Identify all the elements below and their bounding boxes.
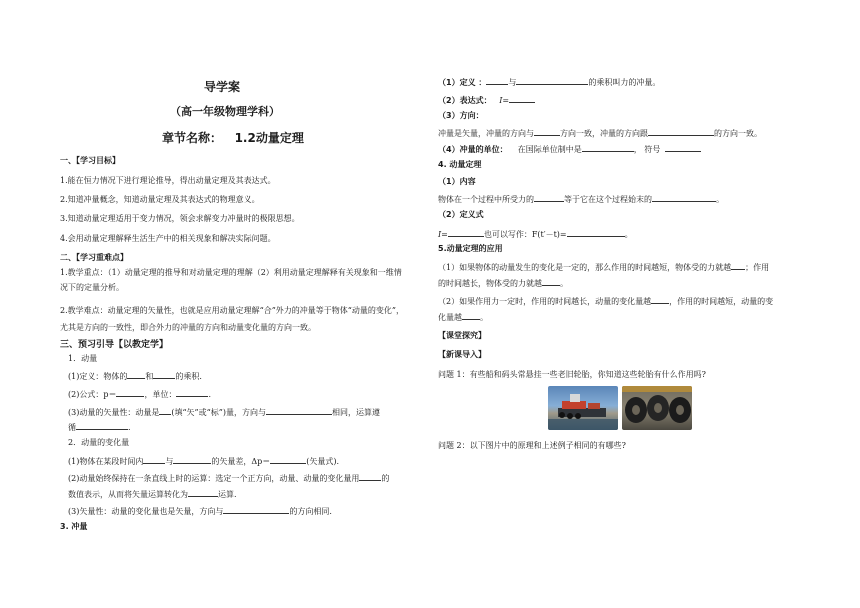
section-objectives: 一、【学习目标】 xyxy=(60,156,120,165)
key-point-1b: 况下的定量分析。 xyxy=(60,283,124,292)
lesson-intro: 【新课导入】 xyxy=(438,350,486,359)
blank[interactable] xyxy=(223,505,289,514)
theorem-formula-heading: （2）定义式 xyxy=(438,210,484,219)
blank[interactable] xyxy=(127,370,145,379)
application-1b: 的时间越长，物体受的力就越 。 xyxy=(438,279,568,288)
blank[interactable] xyxy=(534,127,560,136)
blank[interactable] xyxy=(462,311,480,320)
blank[interactable] xyxy=(266,406,332,415)
blank[interactable] xyxy=(159,406,171,415)
blank[interactable] xyxy=(153,370,175,379)
impulse-definition: （1）定义 ： 与 的乘积叫力的冲量。 xyxy=(438,78,661,87)
chapter-label: 章节名称： xyxy=(162,131,223,145)
momentum-definition: (1)定义：物体的 和 的乘积. xyxy=(68,372,202,381)
question-1: 问题 1：有些船和码头常悬挂一些老旧轮胎，你知道这些轮胎有什么作用吗? xyxy=(438,370,706,379)
momentum-formula: (2)公式：p＝ ，单位： . xyxy=(68,390,211,399)
impulse-expression: （2）表达式： I= xyxy=(438,94,535,106)
application-1a: （1）如果物体的动量发生的变化是一定的，那么作用的时间越短，物体受的力就越 ；作用 xyxy=(438,263,770,272)
blank[interactable] xyxy=(534,193,564,202)
momentum-heading: 1．动量 xyxy=(68,354,98,363)
key-point-2a: 2.教学难点：动量定理的矢量性，也就是应用动量定理解“合”外力的冲量等于物体“动量的变化”， xyxy=(60,306,404,315)
section-preview: 三、预习引导【以教定学】 xyxy=(60,340,169,350)
blank[interactable] xyxy=(176,388,208,397)
blank[interactable] xyxy=(665,143,701,152)
tires-photo xyxy=(622,386,692,430)
blank[interactable] xyxy=(651,295,669,304)
impulse-direction-text: 冲量是矢量，冲量的方向与 方向一致，冲量的方向跟 的方向一致。 xyxy=(438,129,762,138)
key-point-2b: 尤其是方向的一致性，即合外力的冲量的方向和动量变化量的方向一致。 xyxy=(60,323,316,332)
momentum-vector-cont: 循 . xyxy=(68,423,131,432)
blank[interactable] xyxy=(76,421,128,430)
blank[interactable] xyxy=(486,76,508,85)
key-point-1a: 1.教学重点：（1）动量定理的推导和对动量定理的理解（2）利用动量定理解释有关现象和一维情 xyxy=(60,268,402,277)
theorem-content: 物体在一个过程中所受力的 等于它在这个过程始末的 。 xyxy=(438,195,724,204)
impulse-heading: 3. 冲量 xyxy=(60,522,88,531)
momentum-change-3: (3)矢量性：动量的变化量也是矢量，方向与 的方向相同. xyxy=(68,507,332,516)
blank[interactable] xyxy=(652,193,716,202)
objective-1: 1.能在恒力情况下进行理论推导，得出动量定理及其表达式。 xyxy=(60,176,276,185)
blank[interactable] xyxy=(448,228,484,237)
application-2a: （2）如果作用力一定时，作用的时间越长，动量的变化量越 ，作用的时间越短，动量的变 xyxy=(438,297,774,306)
application-2b: 化量越 。 xyxy=(438,313,488,322)
theorem-formula: I= 也可以写作：F(t′－t)= 。 xyxy=(438,230,633,239)
momentum-change-2a: (2)动量始终保持在一条直线上时的运算：选定一个正方向，动量、动量的变化量用 的 xyxy=(68,474,390,483)
theorem-heading: 4. 动量定理 xyxy=(438,160,482,169)
blank[interactable] xyxy=(188,488,218,497)
blank[interactable] xyxy=(143,455,165,464)
tire-icon xyxy=(622,386,692,430)
blank[interactable] xyxy=(542,277,560,286)
objective-2: 2.知道冲量概念，知道动量定理及其表达式的物理意义。 xyxy=(60,195,260,204)
blank[interactable] xyxy=(567,228,625,237)
tugboat-icon xyxy=(548,386,618,430)
blank[interactable] xyxy=(516,76,588,85)
impulse-unit: （4）冲量的单位： 在国际单位制中是 ， 符号 xyxy=(438,143,701,155)
blank[interactable] xyxy=(582,143,634,152)
chapter-name: 1.2动量定理 xyxy=(234,131,304,145)
objective-4: 4.会用动量定理解释生活生产中的相关现象和解决实际问题。 xyxy=(60,234,276,243)
objective-3: 3.知道动量定理适用于变力情况，领会求解变力冲量时的极限思想。 xyxy=(60,214,300,223)
momentum-vector: (3)动量的矢量性：动量是 (填“矢”或“标”)量，方向与 相同，运算遵 xyxy=(68,408,380,417)
page-subtitle: （高一年级物理学科） xyxy=(170,105,280,118)
momentum-change-1: (1)物体在某段时间内 与 的矢量差，Δp＝ (矢量式). xyxy=(68,457,340,466)
momentum-change-2b: 数值表示，从而将矢量运算转化为 运算. xyxy=(68,490,237,499)
blank[interactable] xyxy=(731,261,745,270)
chapter-title xyxy=(162,133,304,143)
impulse-direction: （3）方向： xyxy=(438,111,484,120)
tugboat-photo xyxy=(548,386,618,430)
class-inquiry: 【课堂探究】 xyxy=(438,331,486,340)
theorem-content-heading: （1）内容 xyxy=(438,177,476,186)
page-title: 导学案 xyxy=(204,80,241,94)
blank[interactable] xyxy=(648,127,714,136)
blank[interactable] xyxy=(359,472,381,481)
question-2: 问题 2：以下图片中的原理和上述例子相同的有哪些? xyxy=(438,441,626,450)
blank[interactable] xyxy=(116,388,144,397)
blank[interactable] xyxy=(173,455,211,464)
application-heading: 5.动量定理的应用 xyxy=(438,244,503,253)
momentum-change-heading: 2．动量的变化量 xyxy=(68,438,130,447)
section-key-points: 二、【学习重难点】 xyxy=(60,253,128,262)
blank[interactable] xyxy=(270,455,306,464)
blank[interactable] xyxy=(509,94,535,103)
